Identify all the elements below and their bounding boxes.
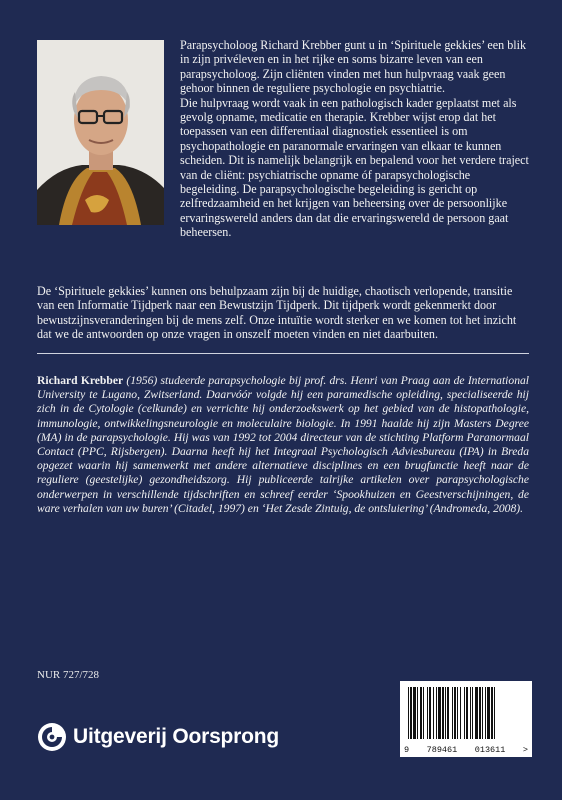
barcode-digit-group-1: 789461 [426, 745, 458, 755]
barcode-bar [408, 687, 409, 739]
barcode-digit-group-2: 013611 [474, 745, 506, 755]
barcode-bar [470, 687, 471, 739]
bio-text: (1956) studeerde parapsychologie bij prof. drs. Henri van Praag aan de International University te Lugano, Zwitserland. Daarvóór volgde hij een paramedische opleiding, specialiseerde hij zich in de Cytologie (celkunde) en verrichte hij onderzoekswerk op het gebied van de histopathologie, immunologie, ontwikkelingsneurologie en moleculaire biologie. In 1991 haalde hij zijn Masters Degree (MA) in de parapsychologie. Hij was van 1992 tot 2004 directeur van de stichting Platform Paranormaal Contact (PPC, Rijsbergen). Daarna heeft hij het Integraal Psychologisch Adviesbureau (IPA) in Breda opgezet waarin hij samenwerkt met andere alternatieve disciplines en een brugfunctie heeft naar de reguliere (geestelijke) gezondheidszorg. Hij publiceerde talrijke artikelen over parapsychologische onderwerpen in verschillende tijdschriften en schreef eerder ‘Spookhuizen en Geestverschijningen, de ware verhalen van uw buren’ (Citadel, 1997) en ‘Het Zesde Zintuig, de ontsluiering’ (Andromeda, 2008). [37, 374, 530, 515]
barcode-bar [447, 687, 449, 739]
barcode-bar [433, 687, 434, 739]
barcode-bar [457, 687, 458, 739]
nur-code: NUR 727/728 [37, 669, 100, 681]
intro-paragraph-1: Parapsycholoog Richard Krebber gunt u in ‘Spirituele gekkies’ een blik in zijn privéleven en in het rijke en soms bizarre leven van een parapsycholoog. Zijn cliënten vinden met hun hulpvraag vaak geen gehoor binnen de reguliere psychologie en psychiatrie. [180, 38, 527, 96]
barcode-digit-prefix: 9 [404, 745, 410, 755]
barcode-bar [466, 687, 468, 739]
bio-paragraph [37, 374, 529, 516]
publisher-name: Uitgeverij Oorsprong [73, 725, 280, 748]
barcode-digits [400, 745, 532, 755]
barcode-bar [491, 687, 493, 739]
barcode-bar [464, 687, 465, 739]
barcode-digit-suffix: > [522, 745, 528, 755]
barcode-bar [423, 687, 424, 739]
barcode-bar [452, 687, 453, 739]
barcode-bar [454, 687, 456, 739]
barcode-bar [429, 687, 431, 739]
barcode-bar [472, 687, 473, 739]
spiral-logo-icon [37, 722, 67, 752]
barcode-bar [482, 687, 483, 739]
barcode-bar [445, 687, 446, 739]
barcode-bar [479, 687, 481, 739]
barcode-bar [427, 687, 428, 739]
section-divider [37, 353, 529, 354]
body-paragraph: De ‘Spirituele gekkies’ kunnen ons behulpzaam zijn bij de huidige, chaotisch verlopende, transitie van een Informatie Tijdperk naar een Bewustzijn Tijdperk. Dit tijdperk wordt gekenmerkt door bewustzijnsveranderingen bij de mens zelf. Onze intuïtie wordt sterker en we komen tot het inzicht dat we de antwoorden op onze vragen in onszelf moeten vinden en niet daarbuiten. [37, 284, 517, 342]
barcode-bar [460, 687, 461, 739]
barcode-bar [420, 687, 422, 739]
barcode-bar [487, 687, 490, 739]
intro-paragraph-2: Die hulpvraag wordt vaak in een pathologisch kader geplaatst met als gevolg opname, medicatie en therapie. Krebber wijst erop dat het toepassen van een differentiaal diagnostiek essentieel is om psychopathologie en paranormale ervaringen van elkaar te kunnen scheiden. Dit is namelijk belangrijk en bepalend voor het verdere traject van de cliënt: psychiatrische opname óf parapsychologische begeleiding. De parapsychologische begeleiding is gericht op zelfredzaamheid en het krijgen van beheersing over de persoonlijke ervaringswereld anders dan dat die ervaringswereld de persoon gaat beheersen. [180, 95, 529, 240]
barcode-bars [400, 681, 532, 743]
barcode-bar [494, 687, 495, 739]
isbn-barcode [400, 681, 532, 757]
barcode-bar [436, 687, 437, 739]
barcode-bar [485, 687, 486, 739]
publisher-logo [37, 722, 279, 752]
barcode-bar [417, 687, 418, 739]
author-bio [37, 374, 529, 516]
barcode-bar [413, 687, 416, 739]
barcode-bar [442, 687, 444, 739]
body-text [37, 284, 529, 342]
bio-author-name: Richard Krebber [37, 374, 124, 387]
barcode-bar [475, 687, 478, 739]
intro-text [37, 38, 529, 240]
barcode-bar [410, 687, 412, 739]
barcode-bar [438, 687, 441, 739]
